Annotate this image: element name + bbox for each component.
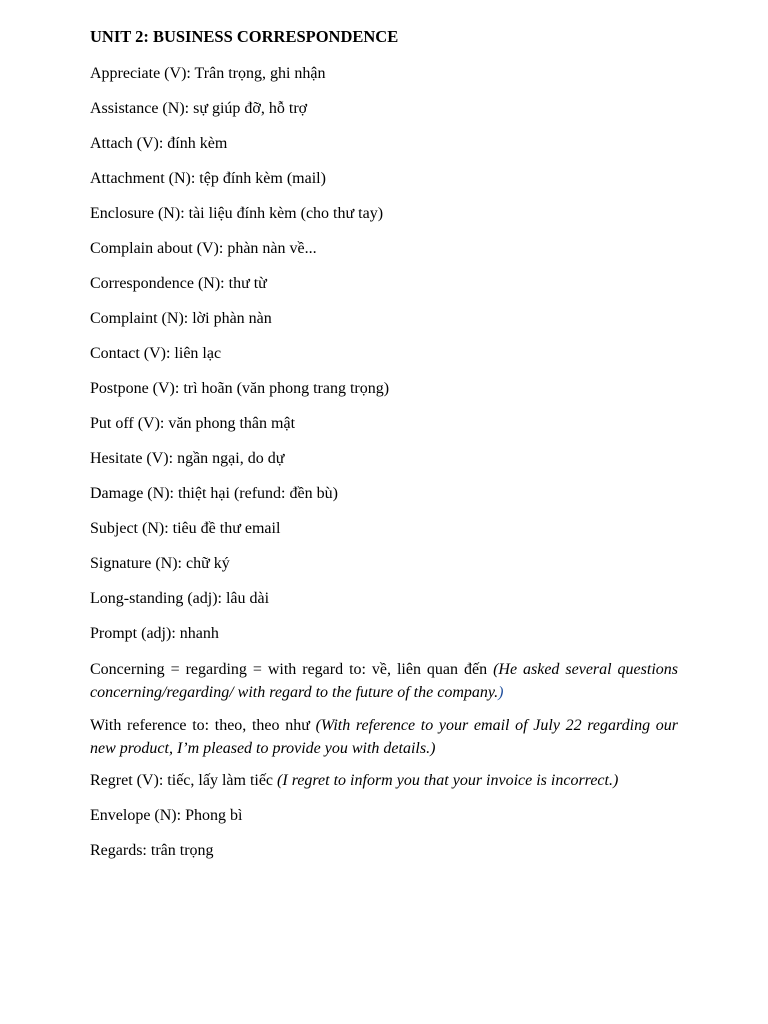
vocab-entry-with-example: [90, 771, 678, 791]
vocab-entry: [90, 169, 678, 189]
entry-text: Envelope (N): Phong bì: [90, 807, 243, 824]
entry-text: Postpone (V): trì hoãn (văn phong trang trọng): [90, 380, 390, 397]
example-sentence: (With reference to your email of July 22 regarding our new product, I’m pleased to provide you with details.): [90, 717, 678, 757]
example-sentence: (He asked several questions concerning/regarding/ with regard to the future of the company: [90, 661, 679, 701]
page-title: UNIT 2: BUSINESS CORRESPONDENCE: [90, 27, 399, 46]
vocab-entry: [90, 841, 678, 861]
vocab-entry: [90, 554, 678, 574]
vocab-entry: [90, 134, 678, 154]
entry-text: Put off (V): văn phong thân mật: [90, 415, 296, 432]
vocab-entry: [90, 64, 678, 84]
vocab-entry: [90, 519, 678, 539]
vocab-entry-with-example: [90, 715, 678, 760]
entry-text: With reference to: theo, theo như: [90, 717, 316, 734]
entry-text: Damage (N): thiệt hại (refund: đền bù): [90, 485, 338, 502]
entry-text: Complaint (N): lời phàn nàn: [90, 310, 272, 327]
vocab-entry: [90, 449, 678, 469]
entry-text: Regards: trân trọng: [90, 842, 214, 859]
vocab-entry: [90, 204, 678, 224]
entry-text: Correspondence (N): thư từ: [90, 275, 267, 292]
entry-text: Prompt (adj): nhanh: [90, 625, 219, 642]
vocab-entry: [90, 309, 678, 329]
entry-text: Subject (N): tiêu đề thư email: [90, 520, 281, 537]
vocab-entry: [90, 344, 678, 364]
entry-text: Long-standing (adj): lâu dài: [90, 590, 270, 607]
entry-text: Enclosure (N): tài liệu đính kèm (cho thư tay): [90, 205, 384, 222]
vocab-entry-with-example: [90, 659, 678, 704]
entry-text: Contact (V): liên lạc: [90, 345, 222, 362]
entry-text: Concerning = regarding = with regard to: về, liên quan đến: [90, 661, 494, 678]
example-sentence: (I regret to inform you that your invoice is incorrect.): [277, 772, 619, 789]
entry-text: Appreciate (V): Trân trọng, ghi nhận: [90, 65, 326, 82]
entry-text: Assistance (N): sự giúp đỡ, hỗ trợ: [90, 100, 308, 117]
vocab-entry: [90, 484, 678, 504]
vocab-entry: [90, 239, 678, 259]
entry-text: Complain about (V): phàn nàn về...: [90, 240, 317, 257]
vocab-entry: [90, 414, 678, 434]
vocab-entry: [90, 379, 678, 399]
entry-text: Attachment (N): tệp đính kèm (mail): [90, 170, 326, 187]
vocab-entry: [90, 624, 678, 644]
entry-text: Hesitate (V): ngần ngại, do dự: [90, 450, 285, 467]
entry-text: Signature (N): chữ ký: [90, 555, 230, 572]
vocab-entry: [90, 274, 678, 294]
example-close-paren: ): [498, 683, 504, 701]
entry-text: Attach (V): đính kèm: [90, 135, 228, 152]
example-end-dot: .: [494, 683, 499, 701]
vocab-entry: [90, 99, 678, 119]
vocab-entry: [90, 589, 678, 609]
entry-text: Regret (V): tiếc, lấy làm tiếc: [90, 772, 278, 789]
vocab-entry: [90, 806, 678, 826]
